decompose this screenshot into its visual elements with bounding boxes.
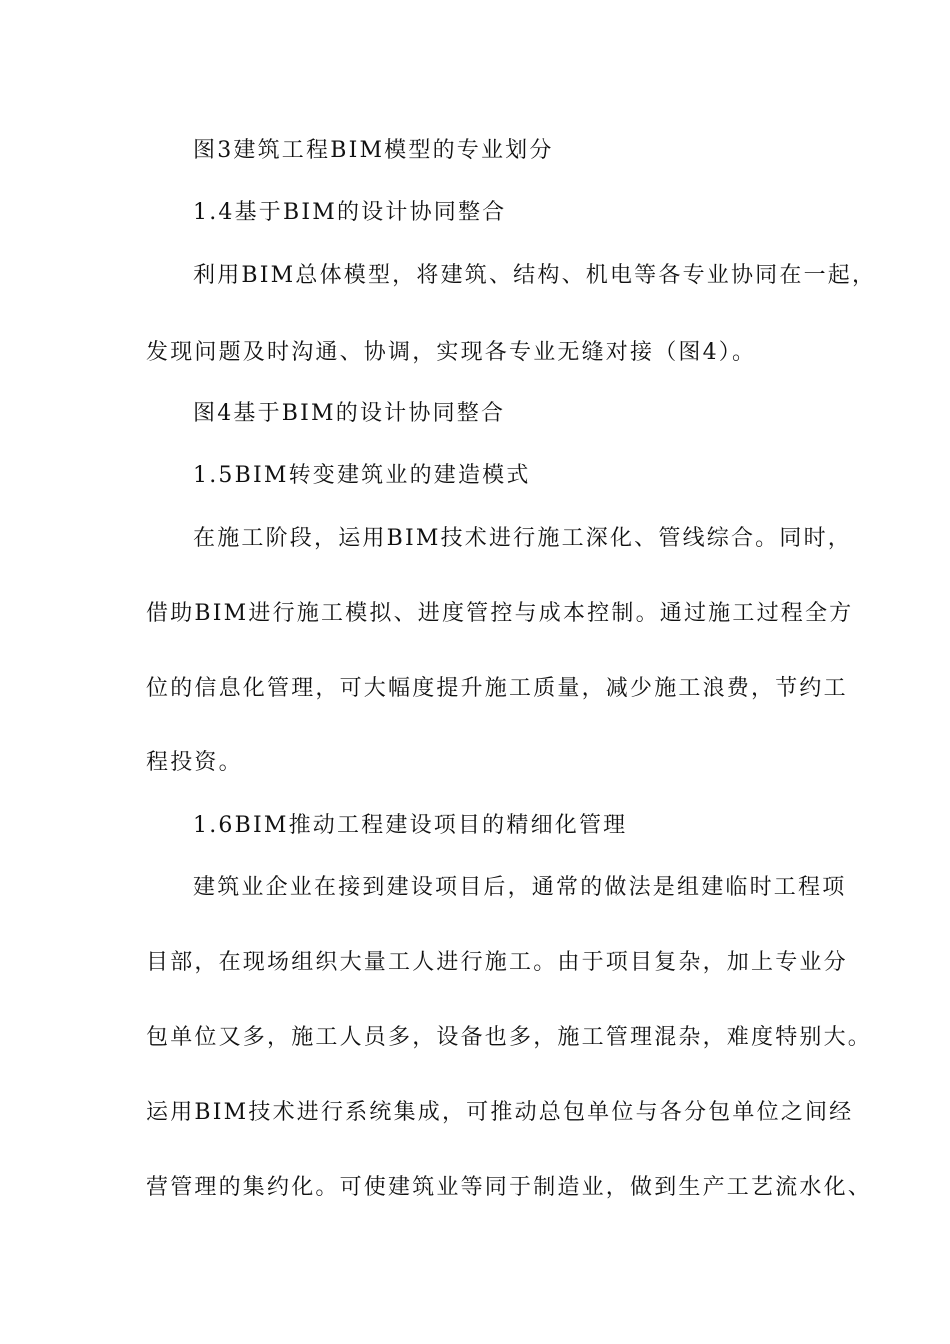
section-heading-1-4: 1.4基于BIM的设计协同整合 — [193, 200, 507, 225]
section-heading-1-6: 1.6BIM推动工程建设项目的精细化管理 — [193, 813, 628, 838]
paragraph-line: 借助BIM进行施工模拟、进度管控与成本控制。通过施工过程全方 — [146, 601, 854, 626]
paragraph-line: 建筑业企业在接到建设项目后，通常的做法是组建临时工程项 — [193, 875, 847, 900]
paragraph-line: 在施工阶段，运用BIM技术进行施工深化、管线综合。同时， — [193, 526, 852, 551]
figure-3-caption: 图3建筑工程BIM模型的专业划分 — [193, 138, 554, 163]
section-heading-1-5: 1.5BIM转变建筑业的建造模式 — [193, 463, 531, 488]
paragraph-line: 营管理的集约化。可使建筑业等同于制造业，做到生产工艺流水化、 — [146, 1175, 873, 1200]
figure-4-caption: 图4基于BIM的设计协同整合 — [193, 401, 506, 426]
paragraph-line: 包单位又多，施工人员多，设备也多，施工管理混杂，难度特别大。 — [146, 1025, 873, 1050]
paragraph-line: 位的信息化管理，可大幅度提升施工质量，减少施工浪费，节约工 — [146, 676, 848, 701]
paragraph-line: 发现问题及时沟通、协调，实现各专业无缝对接（图4）。 — [146, 340, 757, 365]
paragraph-line: 运用BIM技术进行系统集成，可推动总包单位与各分包单位之间经 — [146, 1100, 854, 1125]
paragraph-line: 目部，在现场组织大量工人进行施工。由于项目复杂，加上专业分 — [146, 950, 848, 975]
paragraph-line: 程投资。 — [146, 750, 243, 775]
paragraph-line: 利用BIM总体模型，将建筑、结构、机电等各专业协同在一起， — [193, 263, 877, 288]
